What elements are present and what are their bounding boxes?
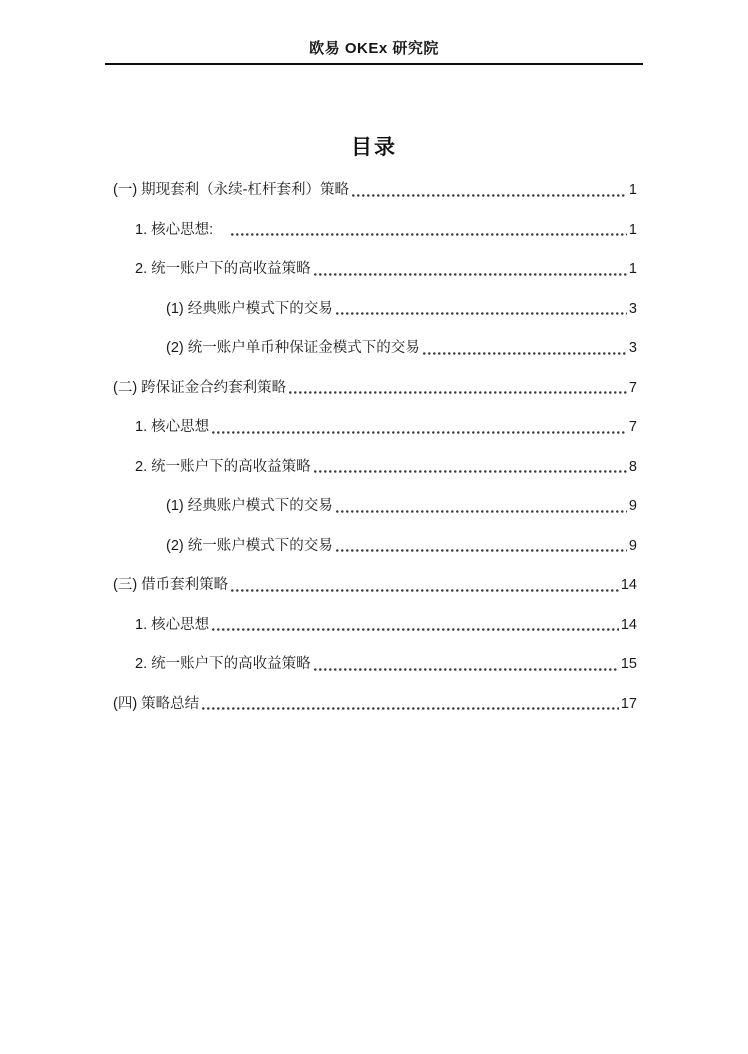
toc-entry[interactable] [113, 338, 637, 358]
dot-leader [336, 510, 627, 513]
toc-entry[interactable] [113, 180, 637, 200]
dot-leader [231, 233, 627, 236]
toc-entry-label: (1) 经典账户模式下的交易 [166, 300, 333, 317]
toc-entry-label: (2) 统一账户模式下的交易 [166, 537, 333, 554]
toc-entry-page: 15 [620, 656, 637, 672]
toc-entry-label: (四) 策略总结 [113, 695, 200, 712]
toc-entry-label: (2) 统一账户单币种保证金模式下的交易 [166, 340, 420, 356]
toc-entry-page: 8 [628, 458, 637, 475]
dot-leader [314, 273, 627, 276]
toc-entry-page: 9 [628, 498, 637, 514]
toc-entry-label: 2. 统一账户下的高收益策略 [135, 261, 311, 277]
dot-leader [336, 312, 627, 315]
toc-entry-page: 1 [628, 221, 637, 238]
toc-entry-label: (一) 期现套利（永续-杠杆套利）策略 [113, 182, 350, 198]
dot-leader [212, 431, 627, 434]
table-of-contents [113, 180, 637, 733]
toc-entry-label: (三) 借币套利策略 [113, 577, 229, 593]
toc-entry-label: (1) 经典账户模式下的交易 [166, 498, 333, 514]
toc-entry[interactable] [113, 575, 637, 595]
toc-entry[interactable] [113, 654, 637, 674]
toc-entry[interactable] [113, 417, 637, 437]
toc-entry-page: 3 [628, 300, 637, 317]
toc-entry-label: 1. 核心思想: [135, 221, 228, 238]
toc-heading: 目录 [351, 136, 397, 159]
toc-entry-label: 2. 统一账户下的高收益策略 [135, 458, 311, 475]
toc-entry[interactable] [113, 496, 637, 516]
dot-leader [314, 470, 627, 473]
toc-entry-page: 1 [628, 261, 637, 277]
dot-leader [336, 549, 627, 552]
toc-entry-label: (二) 跨保证金合约套利策略 [113, 379, 287, 396]
running-header-title: 欧易 OKEx 研究院 [309, 40, 439, 57]
toc-entry[interactable] [113, 457, 637, 477]
toc-entry[interactable] [113, 220, 637, 240]
toc-entry-page: 7 [628, 379, 637, 396]
toc-entry[interactable] [113, 378, 637, 398]
toc-entry[interactable] [113, 615, 637, 635]
dot-leader [202, 707, 619, 710]
dot-leader [314, 668, 619, 671]
toc-entry-page: 9 [628, 537, 637, 554]
dot-leader [289, 391, 627, 394]
toc-entry-page: 14 [620, 577, 637, 593]
dot-leader [212, 628, 619, 631]
toc-entry-label: 1. 核心思想 [135, 419, 210, 435]
toc-entry-page: 14 [620, 616, 637, 633]
dot-leader [352, 194, 627, 197]
toc-entry-label: 2. 统一账户下的高收益策略 [135, 656, 311, 672]
dot-leader [423, 352, 627, 355]
toc-entry-label: 1. 核心思想 [135, 616, 210, 633]
toc-entry[interactable] [113, 299, 637, 319]
header-divider-line [105, 63, 643, 65]
toc-entry-page: 17 [620, 695, 637, 712]
toc-entry-page: 1 [628, 182, 637, 198]
dot-leader [231, 589, 619, 592]
toc-entry[interactable] [113, 694, 637, 714]
toc-entry[interactable] [113, 259, 637, 279]
toc-entry[interactable] [113, 536, 637, 556]
toc-entry-page: 3 [628, 340, 637, 356]
toc-entry-page: 7 [628, 419, 637, 435]
